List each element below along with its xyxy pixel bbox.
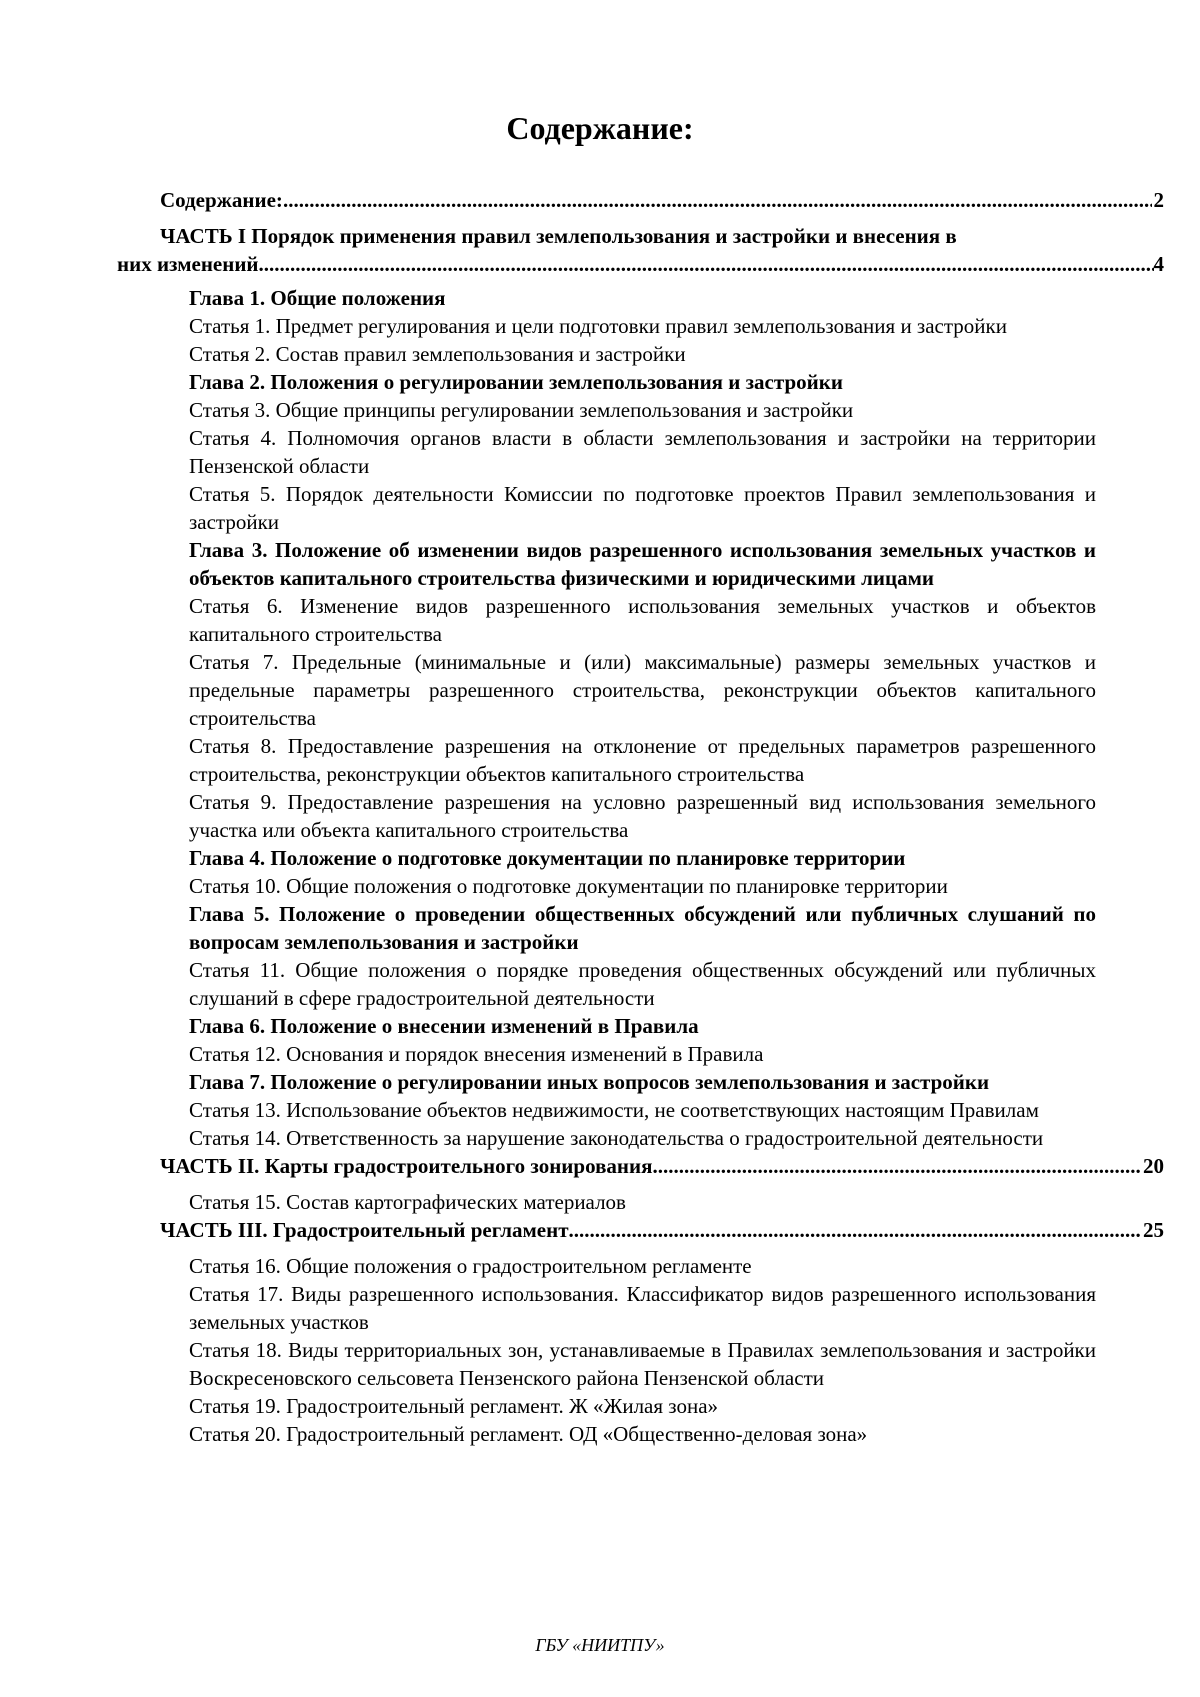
toc-article-entry[interactable]: Статья 8. Предоставление разрешения на отклонение от предельных параметров разрешенного строительства, реконструкции объектов капитального строительства xyxy=(189,734,1096,786)
toc-article-entry[interactable]: Статья 7. Предельные (минимальные и (или) максимальные) размеры земельных участков и предельные параметры разрешенного строительства, реконструкции объектов капитального строительства xyxy=(189,650,1096,730)
toc-article-entry[interactable]: Статья 17. Виды разрешенного использования. Классификатор видов разрешенного использования земельных участков xyxy=(189,1282,1096,1334)
toc-entry-part-2[interactable] xyxy=(160,1152,1164,1180)
toc-entry-title: ЧАСТЬ II. Карты градостроительного зонирования xyxy=(160,1154,653,1178)
toc-chapter-entry[interactable]: Глава 6. Положение о внесении изменений в Правила xyxy=(189,1014,699,1038)
dot-leader xyxy=(569,1216,1141,1244)
toc-article-entry[interactable]: Статья 10. Общие положения о подготовке документации по планировке территории xyxy=(189,874,948,898)
toc-article-entry[interactable]: Статья 9. Предоставление разрешения на условно разрешенный вид использования земельного участка или объекта капитального строительства xyxy=(189,790,1096,842)
toc-article-entry[interactable]: Статья 6. Изменение видов разрешенного использования земельных участков и объектов капитального строительства xyxy=(189,594,1096,646)
footer-organization: ГБУ «НИИТПУ» xyxy=(535,1635,665,1655)
dot-leader xyxy=(652,1152,1141,1180)
toc-article-entry[interactable]: Статья 14. Ответственность за нарушение законодательства о градостроительной деятельности xyxy=(189,1126,1044,1150)
toc-page-number: 2 xyxy=(1153,188,1164,212)
toc-article-entry[interactable]: Статья 2. Состав правил землепользования и застройки xyxy=(189,342,686,366)
toc-page-number: 4 xyxy=(1153,252,1164,276)
table-of-contents xyxy=(0,186,1200,1448)
toc-article-entry[interactable]: Статья 19. Градостроительный регламент. Ж «Жилая зона» xyxy=(189,1394,719,1418)
toc-chapter-entry[interactable]: Глава 7. Положение о регулировании иных вопросов землепользования и застройки xyxy=(189,1070,990,1094)
toc-entry-title: Содержание: xyxy=(160,188,283,212)
toc-chapter-entry[interactable]: Глава 1. Общие положения xyxy=(189,286,446,310)
toc-article-entry[interactable]: Статья 3. Общие принципы регулировании землепользования и застройки xyxy=(189,398,854,422)
toc-article-entry[interactable]: Статья 13. Использование объектов недвижимости, не соответствующих настоящим Правилам xyxy=(189,1098,1039,1122)
toc-article-entry[interactable]: Статья 18. Виды территориальных зон, устанавливаемые в Правилах землепользования и застройки Воскресеновского сельсовета Пензенского района Пензенской области xyxy=(189,1338,1096,1390)
part-2-entries xyxy=(0,1188,1200,1216)
page-title: Содержание: xyxy=(506,110,694,146)
part-1-entries xyxy=(0,284,1200,1152)
dot-leader xyxy=(283,186,1152,214)
toc-entry-part-1[interactable] xyxy=(117,222,1164,278)
toc-article-entry[interactable]: Статья 16. Общие положения о градостроительном регламенте xyxy=(189,1254,752,1278)
toc-article-entry[interactable]: Статья 20. Градостроительный регламент. ОД «Общественно-деловая зона» xyxy=(189,1422,868,1446)
toc-article-entry[interactable]: Статья 1. Предмет регулирования и цели подготовки правил землепользования и застройки xyxy=(189,314,1007,338)
toc-article-entry[interactable]: Статья 5. Порядок деятельности Комиссии по подготовке проектов Правил землепользования и застройки xyxy=(189,482,1096,534)
toc-entry-title: ЧАСТЬ III. Градостроительный регламент xyxy=(160,1218,569,1242)
toc-article-entry[interactable]: Статья 15. Состав картографических материалов xyxy=(189,1190,626,1214)
toc-chapter-entry[interactable]: Глава 2. Положения о регулировании землепользования и застройки xyxy=(189,370,843,394)
toc-chapter-entry[interactable]: Глава 3. Положение об изменении видов разрешенного использования земельных участков и объектов капитального строительства физическими и юридическими лицами xyxy=(189,538,1096,590)
dot-leader xyxy=(259,250,1154,278)
toc-chapter-entry[interactable]: Глава 5. Положение о проведении общественных обсуждений или публичных слушаний по вопросам землепользования и застройки xyxy=(189,902,1096,954)
part-1-title-line-1: ЧАСТЬ I Порядок применения правил землепользования и застройки и внесения в xyxy=(160,224,957,248)
toc-page-number: 25 xyxy=(1143,1218,1164,1242)
toc-article-entry[interactable]: Статья 4. Полномочия органов власти в области землепользования и застройки на территории Пензенской области xyxy=(189,426,1096,478)
part-3-entries xyxy=(0,1252,1200,1448)
toc-article-entry[interactable]: Статья 11. Общие положения о порядке проведения общественных обсуждений или публичных слушаний в сфере градостроительной деятельности xyxy=(189,958,1096,1010)
toc-article-entry[interactable]: Статья 12. Основания и порядок внесения изменений в Правила xyxy=(189,1042,764,1066)
toc-entry-contents[interactable] xyxy=(160,186,1164,214)
part-1-title-line-2: них изменений xyxy=(117,252,259,276)
toc-chapter-entry[interactable]: Глава 4. Положение о подготовке документации по планировке территории xyxy=(189,846,906,870)
toc-page-number: 20 xyxy=(1143,1154,1164,1178)
toc-entry-part-3[interactable] xyxy=(160,1216,1164,1244)
